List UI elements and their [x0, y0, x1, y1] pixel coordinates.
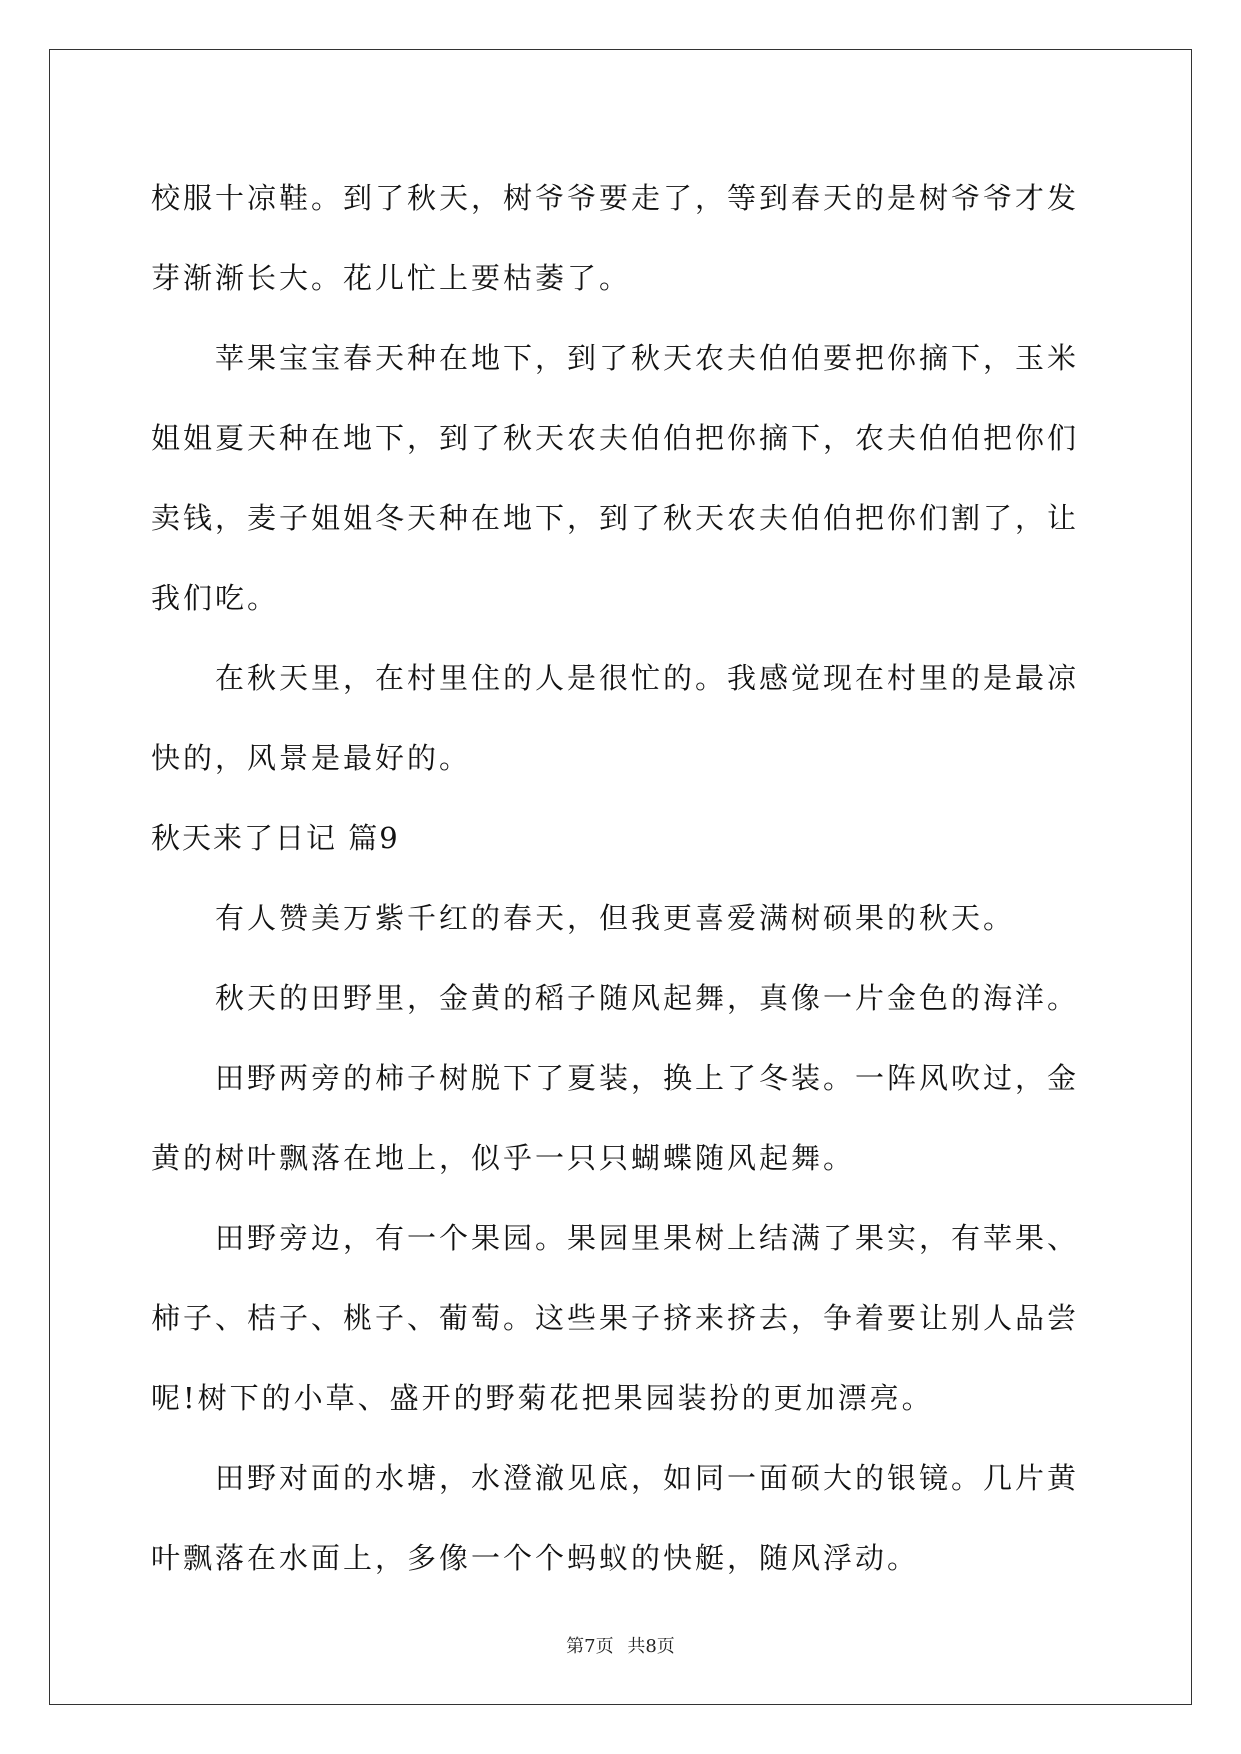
paragraph: 田野两旁的柿子树脱下了夏装，换上了冬装。一阵风吹过，金黄的树叶飘落在地上，似乎一只只蝴蝶随风起舞。: [151, 1061, 1080, 1175]
paragraph: 田野对面的水塘，水澄澈见底，如同一面硕大的银镜。几片黄叶飘落在水面上，多像一个个蚂蚁的快艇，随风浮动。: [151, 1461, 1080, 1575]
paragraph: 有人赞美万紫千红的春天，但我更喜爱满树硕果的秋天。: [215, 901, 1016, 935]
paragraph: 在秋天里，在村里住的人是很忙的。我感觉现在村里的是最凉快的，风景是最好的。: [151, 661, 1080, 775]
paragraph: 秋天的田野里，金黄的稻子随风起舞，真像一片金色的海洋。: [215, 981, 1080, 1015]
page-footer: [0, 1632, 1241, 1658]
document-body: [151, 158, 1101, 1598]
paragraph: 田野旁边，有一个果园。果园里果树上结满了果实，有苹果、柿子、桔子、桃子、葡萄。这些果子挤来挤去，争着要让别人品尝呢!树下的小草、盛开的野菊花把果园装扮的更加漂亮。: [151, 1221, 1080, 1415]
paragraph-continued: 校服十凉鞋。到了秋天，树爷爷要走了，等到春天的是树爷爷才发芽渐渐长大。花儿忙上要枯萎了。: [151, 181, 1080, 295]
section-heading: 秋天来了日记 篇9: [151, 821, 400, 855]
page-total: 共8页: [627, 1636, 675, 1657]
paragraph: 苹果宝宝春天种在地下，到了秋天农夫伯伯要把你摘下，玉米姐姐夏天种在地下，到了秋天农夫伯伯把你摘下，农夫伯伯把你们卖钱，麦子姐姐冬天种在地下，到了秋天农夫伯伯把你们割了，让我们吃。: [151, 341, 1080, 615]
page-number: 第7页: [566, 1636, 614, 1657]
